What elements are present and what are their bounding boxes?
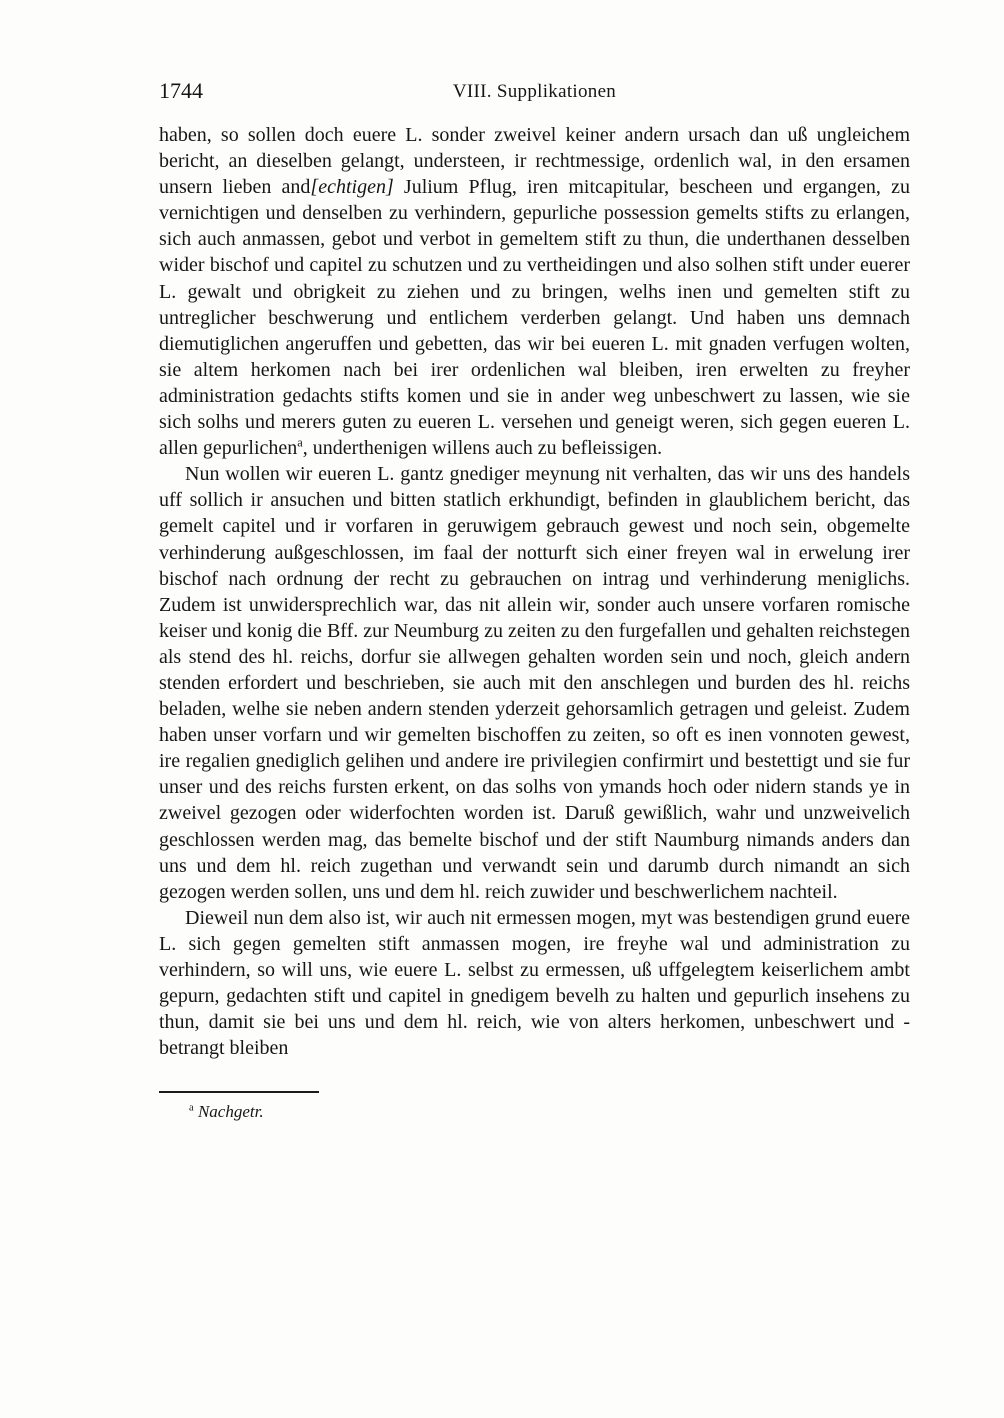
page-header xyxy=(159,78,910,106)
paragraph-1-text-c: , underthenigen willens auch zu befleissigen. xyxy=(302,437,663,460)
running-header: VIII. Supplikationen xyxy=(452,81,617,102)
document-page xyxy=(159,78,910,1123)
footnote-rule xyxy=(159,1091,319,1093)
footnote-text: Nachgetr. xyxy=(197,1102,264,1122)
paragraph-3: Dieweil nun dem also ist, wir auch nit ermessen mogen, myt was bestendigen grund euere L. sich gegen gemelten stift anmassen mogen, ire freyhe wal und administration zu verhindern, so will uns, wie euere L. selbst zu ermessen, uß uffgelegtem keiserlichem ambt gepurn, gedachten stift und capitel in gnedigem bevelh zu halten und gepurlich insehens zu thun, damit sie bei uns und dem hl. reich, wie von alters herkomen, unbeschwert und -betrangt bleiben xyxy=(159,906,910,1060)
footnote xyxy=(159,1101,910,1123)
footnote-marker: a xyxy=(189,1102,194,1114)
editorial-insertion-italic: [echtigen] xyxy=(310,176,394,199)
paragraph-2: Nun wollen wir eueren L. gantz gnediger meynung nit verhalten, das wir uns des handels uff sollich ir ansuchen und bitten statlich erkhundigt, befinden in glaublichem bericht, das gemelt capitel und ir vorfaren in geruwigem gebrauch gewest und noch sein, obgemelte verhinderung außgeschlossen, im faal der notturft sich einer freyen wal in erwelung irer bischof nach ordnung der recht zu gebrauchen on intrag und verhinderung meniglichs. Zudem ist unwidersprechlich war, das nit allein wir, sonder auch unsere vorfaren romische keiser und konig die Bff. zur Neumburg zu zeiten zu den furgefallen und gehalten reichstegen als stend des hl. reichs, dorfur sie allwegen gehalten worden sein und noch, gleich andern stenden erfordert und beschrieben, sie auch mit den anschlegen und burden des hl. reichs beladen, welhe sie neben andern stenden yderzeit gehorsamlich getragen und geleist. Zudem haben unser vorfarn und wir gemelten bischoffen zu zeiten, so oft es inen vonnoten gewest, ire regalien gnediglich gelihen und andere ire privilegien confirmirt und bestettigt und sie fur unser und des reichs fursten erkent, on das solhs von ymands hoch oder nidern stands ye in zweivel gezogen oder widerfochten worden ist. Daruß gewißlich, wahr und unzweivelich geschlossen werden mag, das bemelte bischof und der stift Naumburg nimands anders dan uns und dem hl. reich zugethan und verwandt sein und darumb durch nimandt an sich gezogen werden sollen, uns und dem hl. reich zuwider und beschwerlichem nachteil. xyxy=(159,463,910,903)
paragraph-1 xyxy=(159,122,910,461)
page-number: 1744 xyxy=(159,78,203,103)
footnote-area xyxy=(159,1091,910,1123)
footnote-marker-inline: a xyxy=(297,435,303,450)
paragraph-1-text-b: Julium Pflug, iren mitcapitular, bescheen und ergangen, zu vernichtigen und denselben zu verhindern, gepurliche possession gemelts stifts zu erlangen, sich auch anmassen, gebot und verbot in gemeltem stift zu thun, die underthanen desselben wider bischof und capitel zu schutzen und zu vertheidingen und also solhen stift under euerer L. gewalt und obrigkeit zu ziehen und zu bringen, welhs inen und gemelten stift zu untreglicher beschwerung und entlichem verderben gelangt. Und haben uns demnach diemutiglichen angeruffen und gebetten, das wir bei eueren L. mit gnaden verfugen wolten, sie altem herkomen nach bei irer ordenlichen wal bleiben, iren erwelten zu freyher administration gedachts stifts komen und sie in ander weg unbeschwert zu lassen, wie sie sich solhs und merers guten zu eueren L. versehen und geneigt weren, sich gegen eueren L. allen gepurlichen xyxy=(159,176,910,460)
body-text xyxy=(159,122,910,1061)
paragraph-1-text-a: haben, so sollen doch euere L. sonder zweivel keiner andern ursach dan uß ungleichem bericht, an dieselben gelangt, understeen, ir rechtmessige, ordenlich wal, in den ersamen unsern lieben and xyxy=(159,124,910,199)
